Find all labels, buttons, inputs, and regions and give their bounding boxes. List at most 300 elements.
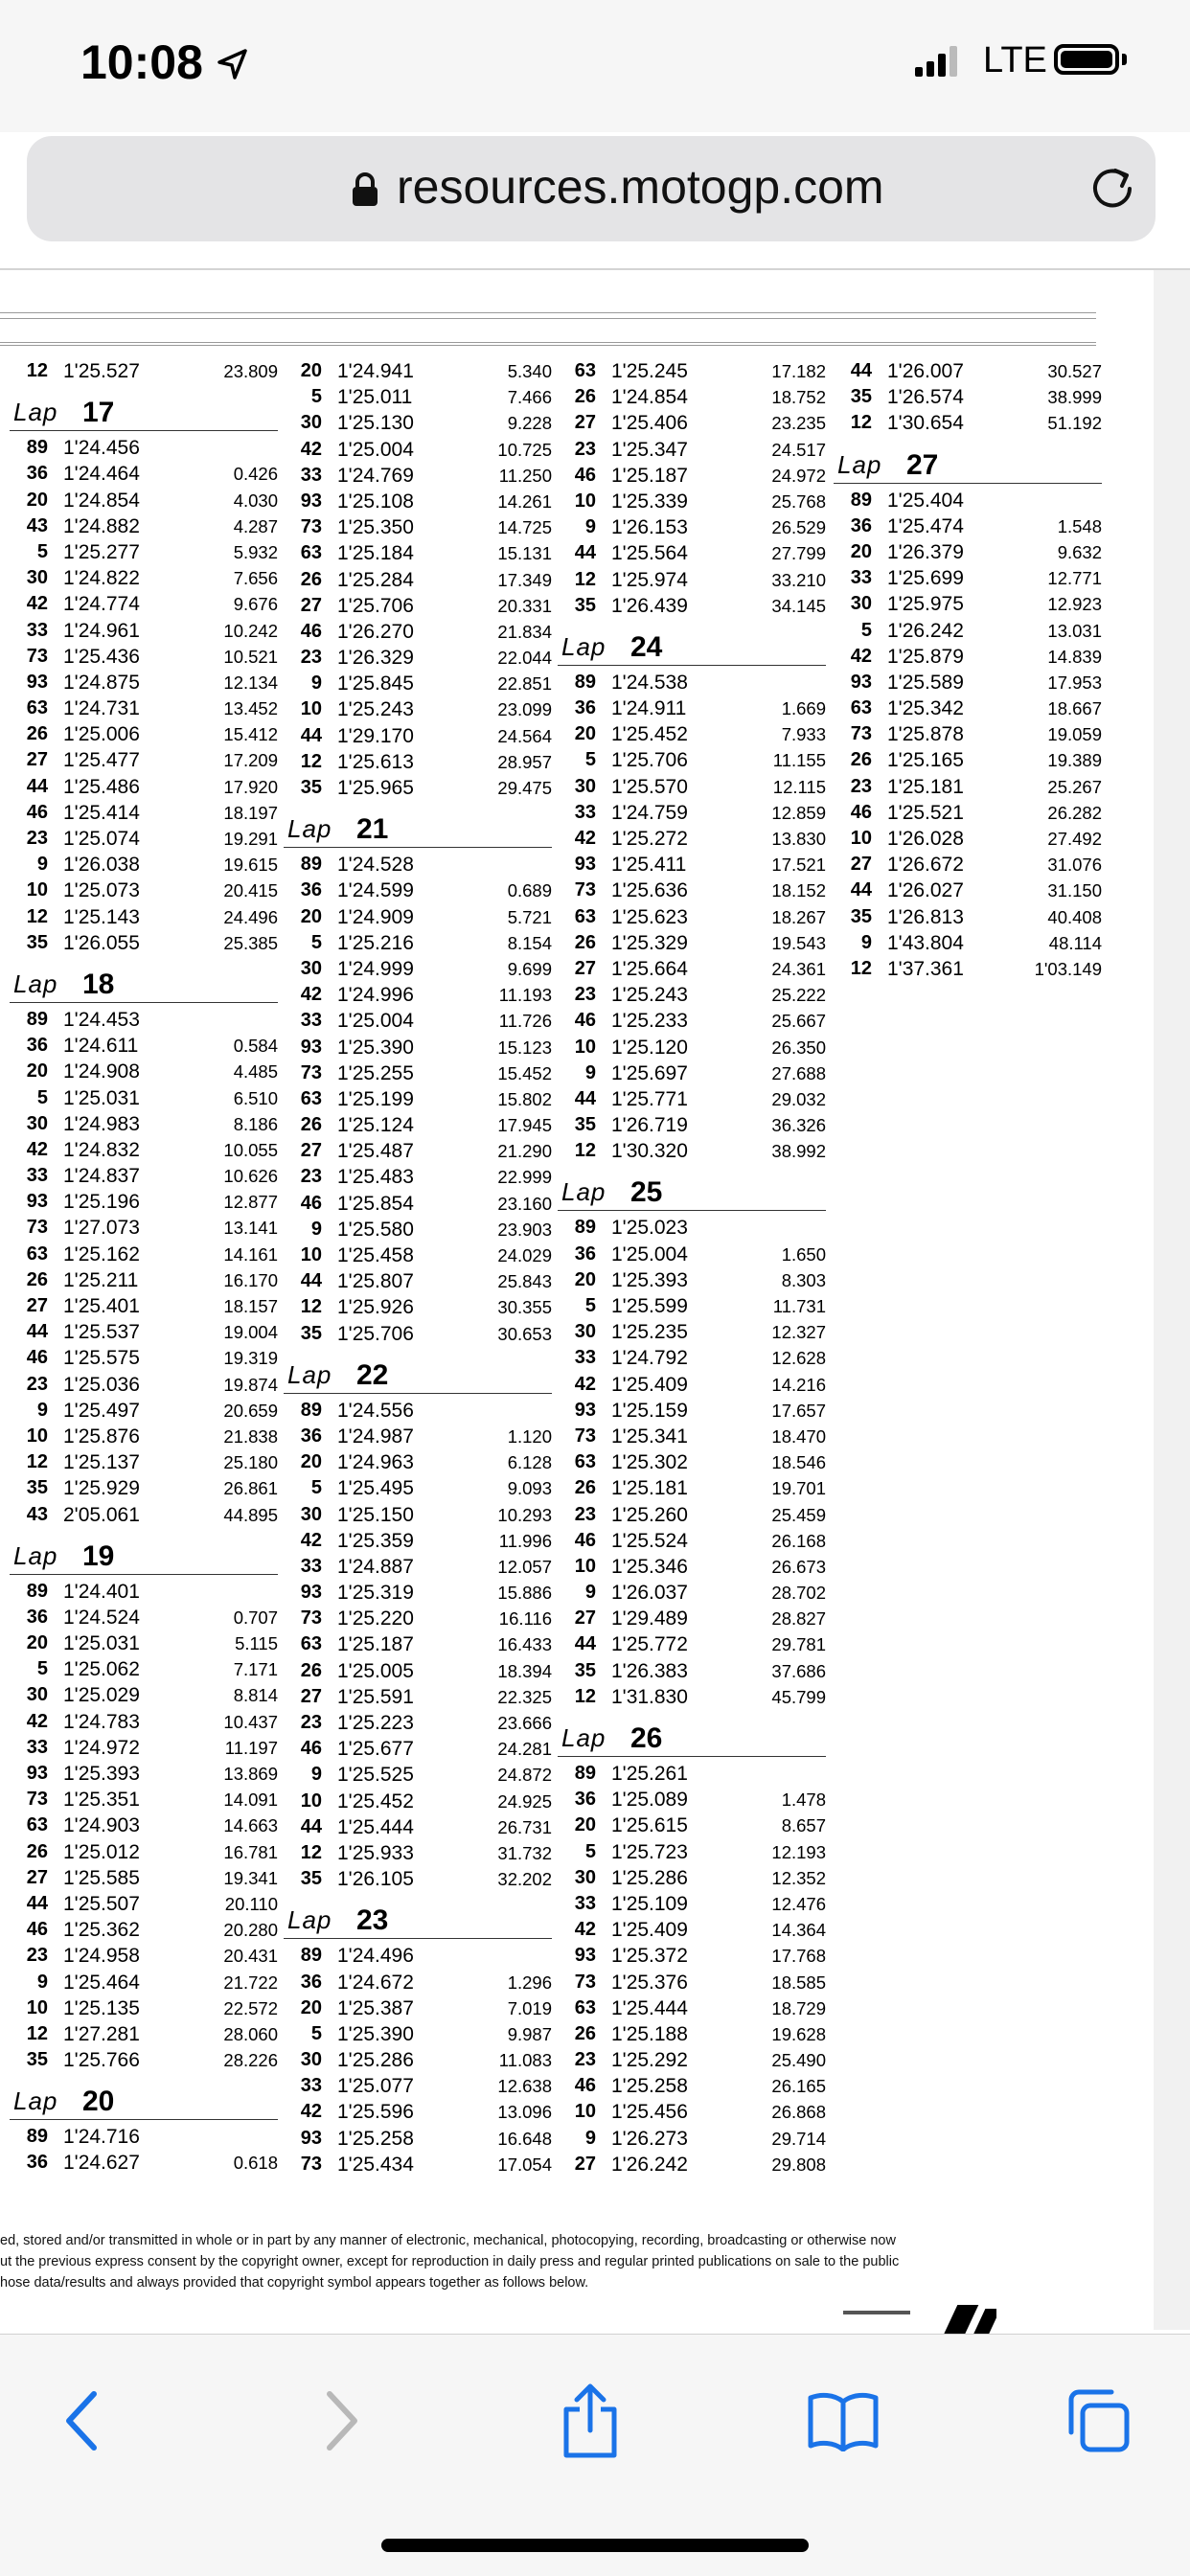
rider-number: 30 (26, 1684, 48, 1706)
gap-to-leader: 31.150 (1047, 880, 1102, 901)
rider-number: 5 (310, 2022, 322, 2044)
timing-row (284, 930, 552, 956)
gap-to-leader: 1.669 (781, 698, 826, 719)
lap-time: 1'24.453 (63, 1008, 140, 1031)
timing-row (10, 1502, 278, 1528)
lap-time: 1'25.223 (337, 1712, 414, 1734)
timing-row (10, 1839, 278, 1865)
timing-row (558, 1345, 826, 1371)
motogp-logo-fragment (824, 2299, 996, 2337)
lap-time: 1'25.074 (63, 828, 140, 850)
gap-to-leader: 9.228 (507, 413, 552, 434)
gap-to-leader: 4.287 (233, 515, 278, 536)
timing-row (558, 1215, 826, 1241)
timing-row (558, 1891, 826, 1917)
rider-number: 44 (26, 775, 48, 797)
address-bar[interactable] (27, 136, 1156, 241)
timing-row (10, 1995, 278, 2021)
timing-row (10, 1579, 278, 1605)
timing-row (284, 2152, 552, 2177)
lap-time: 1'25.495 (337, 1477, 414, 1500)
gap-to-leader: 11.193 (498, 985, 552, 1006)
timing-row (284, 1684, 552, 1710)
lap-time: 1'25.436 (63, 645, 140, 668)
lap-time: 1'24.528 (337, 854, 414, 877)
gap-to-leader: 7.466 (507, 387, 552, 408)
timing-row (558, 1528, 826, 1554)
copyright-line: ed, stored and/or transmitted in whole or in part by any manner of electronic, mechanical, photocopying, recording, broadcasting or otherwise now (0, 2233, 896, 2248)
gap-to-leader: 11.996 (498, 1530, 552, 1551)
gap-to-leader: 44.895 (223, 1504, 278, 1525)
reload-icon[interactable] (1088, 165, 1136, 217)
rider-number: 89 (26, 2126, 48, 2148)
rider-number: 30 (574, 1866, 596, 1888)
rider-number: 26 (300, 568, 322, 590)
timing-row (284, 437, 552, 463)
lap-time: 1'25.261 (611, 1763, 688, 1785)
rider-number: 35 (300, 1868, 322, 1890)
timing-row (284, 619, 552, 645)
lap-time: 1'25.196 (63, 1191, 140, 1214)
timing-row (558, 878, 826, 903)
lap-time: 1'25.393 (611, 1268, 688, 1291)
rider-number: 44 (26, 1321, 48, 1343)
timing-row (834, 800, 1102, 826)
rider-number: 27 (574, 412, 596, 434)
lap-header (10, 2081, 278, 2120)
lap-time: 1'25.772 (611, 1633, 688, 1656)
timing-row (284, 645, 552, 671)
share-icon[interactable] (542, 2373, 638, 2469)
rider-number: 89 (26, 437, 48, 459)
gap-to-leader: 36.326 (771, 1115, 826, 1136)
lap-time: 1'25.406 (611, 412, 688, 435)
tabs-icon[interactable] (1050, 2373, 1146, 2469)
lap-time: 1'26.242 (611, 2153, 688, 2176)
rider-number: 9 (584, 1061, 596, 1083)
lap-time: 1'26.242 (887, 619, 964, 642)
lap-time: 1'25.974 (611, 568, 688, 591)
lap-time: 1'25.580 (337, 1218, 414, 1241)
lap-time: 1'25.184 (337, 542, 414, 565)
gap-to-leader: 19.701 (771, 1478, 826, 1499)
forward-icon[interactable] (293, 2373, 389, 2469)
lap-time: 1'24.908 (63, 1060, 140, 1083)
timing-row (284, 1449, 552, 1475)
gap-to-leader: 45.799 (771, 1686, 826, 1707)
lap-time: 1'25.181 (611, 1477, 688, 1500)
gap-to-leader: 13.830 (771, 829, 826, 849)
lap-time: 1'25.350 (337, 516, 414, 539)
rider-number: 5 (310, 1477, 322, 1499)
lap-label: Lap (837, 449, 882, 479)
timing-row (834, 904, 1102, 930)
timing-row (10, 2021, 278, 2047)
rider-number: 20 (574, 1268, 596, 1290)
lap-time: 1'25.211 (63, 1268, 139, 1291)
gap-to-leader: 15.886 (497, 1583, 552, 1604)
rider-number: 46 (300, 620, 322, 642)
lap-time: 1'25.029 (63, 1684, 140, 1707)
lap-time: 1'24.983 (63, 1112, 140, 1135)
gap-to-leader: 11.731 (772, 1296, 826, 1316)
rider-number: 89 (850, 489, 872, 511)
timing-row (10, 1085, 278, 1111)
lap-time: 1'24.903 (63, 1814, 140, 1837)
lap-time: 1'24.963 (337, 1451, 414, 1474)
results-column-2 (284, 358, 552, 2177)
lap-time: 1'24.456 (63, 437, 140, 460)
lap-time: 1'25.073 (63, 879, 140, 902)
rider-number: 42 (26, 1138, 48, 1160)
timing-row (284, 1866, 552, 1892)
timing-row (10, 1787, 278, 1812)
timing-row (558, 852, 826, 878)
lap-time: 1'24.556 (337, 1399, 414, 1422)
timing-row (284, 1970, 552, 1995)
rider-number: 30 (574, 1321, 596, 1343)
lap-header (10, 392, 278, 431)
rider-number: 33 (574, 801, 596, 823)
lap-header (284, 1900, 552, 1939)
timing-row (10, 1007, 278, 1033)
timing-row (284, 1217, 552, 1242)
home-indicator (381, 2539, 809, 2552)
timing-row (284, 1528, 552, 1554)
lap-time: 1'26.027 (887, 879, 964, 902)
lap-time: 1'26.007 (887, 360, 964, 382)
lap-time: 1'25.292 (611, 2049, 688, 2072)
lap-time: 1'25.284 (337, 568, 414, 591)
rider-number: 89 (574, 671, 596, 693)
timing-row (10, 747, 278, 773)
lap-time: 1'25.159 (611, 1399, 688, 1422)
rider-number: 36 (300, 1971, 322, 1993)
timing-row (10, 358, 278, 384)
rider-number: 27 (574, 1607, 596, 1630)
lap-time: 1'25.876 (63, 1425, 140, 1448)
timing-row (284, 775, 552, 801)
rider-number: 12 (26, 360, 48, 381)
rider-number: 27 (300, 1140, 322, 1162)
rider-number: 26 (850, 749, 872, 771)
lap-time: 1'27.073 (63, 1217, 140, 1240)
rider-number: 27 (26, 749, 48, 771)
rider-number: 36 (574, 1789, 596, 1811)
lap-time: 1'25.359 (337, 1529, 414, 1552)
rider-number: 20 (300, 360, 322, 381)
gap-to-leader: 29.781 (771, 1634, 826, 1655)
gap-to-leader: 0.707 (233, 1607, 278, 1628)
timing-row (10, 1163, 278, 1189)
timing-row (284, 696, 552, 722)
bookmarks-icon[interactable] (795, 2373, 891, 2469)
gap-to-leader: 0.426 (233, 464, 278, 485)
gap-to-leader: 12.923 (1047, 594, 1102, 615)
gap-to-leader: 26.868 (771, 2102, 826, 2123)
gap-to-leader: 15.452 (497, 1062, 552, 1083)
rider-number: 44 (300, 1815, 322, 1837)
rider-number: 73 (26, 1217, 48, 1239)
gap-to-leader: 15.123 (497, 1037, 552, 1058)
gap-to-leader: 12.134 (223, 672, 278, 693)
rider-number: 9 (36, 1399, 48, 1421)
timing-row (10, 1943, 278, 1969)
gap-to-leader: 24.872 (497, 1765, 552, 1786)
rider-number: 27 (300, 594, 322, 616)
gap-to-leader: 26.673 (771, 1556, 826, 1577)
gap-to-leader: 14.364 (771, 1920, 826, 1941)
lap-time: 1'26.153 (611, 516, 688, 539)
gap-to-leader: 13.452 (223, 698, 278, 719)
timing-row (834, 565, 1102, 591)
gap-to-leader: 23.235 (771, 413, 826, 434)
rider-number: 36 (26, 1035, 48, 1057)
timing-row (834, 878, 1102, 903)
rider-number: 73 (574, 1425, 596, 1447)
lap-time: 1'25.483 (337, 1166, 414, 1189)
timing-row (558, 1580, 826, 1606)
lap-time: 1'25.162 (63, 1242, 140, 1265)
timing-row (558, 514, 826, 540)
timing-row (834, 930, 1102, 956)
rider-number: 89 (300, 1945, 322, 1967)
lap-time: 1'30.654 (887, 412, 964, 435)
rider-number: 30 (26, 1112, 48, 1134)
lap-time: 1'24.759 (611, 801, 688, 824)
lap-label: Lap (13, 1540, 58, 1570)
lap-time: 1'25.004 (337, 1010, 414, 1033)
gap-to-leader: 18.470 (771, 1425, 826, 1447)
timing-row (558, 826, 826, 852)
rider-number: 42 (300, 1529, 322, 1551)
gap-to-leader: 10.521 (223, 646, 278, 667)
rider-number: 89 (574, 1217, 596, 1239)
lap-header (284, 809, 552, 848)
timing-row (558, 1293, 826, 1319)
timing-row (558, 1319, 826, 1345)
gap-to-leader: 17.209 (223, 750, 278, 771)
gap-to-leader: 19.059 (1047, 724, 1102, 745)
rider-number: 33 (850, 567, 872, 589)
timing-row (558, 593, 826, 619)
gap-to-leader: 25.180 (223, 1452, 278, 1473)
timing-row (10, 488, 278, 513)
lap-time: 1'25.497 (63, 1399, 140, 1422)
rider-number: 9 (310, 672, 322, 695)
timing-row (558, 1475, 826, 1501)
rider-number: 42 (26, 593, 48, 615)
lap-time: 1'25.255 (337, 1061, 414, 1084)
timing-row (558, 1008, 826, 1034)
gap-to-leader: 14.161 (223, 1243, 278, 1265)
lap-time: 1'24.524 (63, 1606, 140, 1629)
timing-row (558, 1554, 826, 1580)
timing-row (834, 358, 1102, 384)
timing-row (10, 1865, 278, 1891)
rider-number: 36 (300, 879, 322, 901)
timing-row (284, 1762, 552, 1788)
lap-time: 1'25.537 (63, 1321, 140, 1344)
rider-number: 63 (574, 905, 596, 927)
lap-time: 1'24.716 (63, 2126, 140, 2149)
gap-to-leader: 51.192 (1047, 413, 1102, 434)
timing-row (284, 671, 552, 696)
timing-row (558, 930, 826, 956)
timing-row (558, 1086, 826, 1112)
rider-number: 5 (584, 1840, 596, 1862)
rider-number: 5 (860, 619, 872, 641)
timing-row (284, 1242, 552, 1268)
lap-time: 1'25.004 (611, 1242, 688, 1265)
timing-row (10, 1605, 278, 1630)
gap-to-leader: 7.171 (233, 1659, 278, 1680)
rider-number: 35 (850, 386, 872, 408)
gap-to-leader: 24.281 (497, 1739, 552, 1760)
lap-time: 1'25.965 (337, 777, 414, 799)
lap-time: 1'25.933 (337, 1841, 414, 1864)
lap-time: 1'25.286 (337, 2049, 414, 2072)
lap-time: 1'24.911 (611, 697, 687, 720)
timing-row (284, 1606, 552, 1631)
timing-row (834, 956, 1102, 982)
lap-time: 1'25.351 (63, 1789, 140, 1812)
lap-time: 1'25.341 (611, 1425, 688, 1448)
rider-number: 89 (300, 1399, 322, 1421)
gap-to-leader: 12.352 (771, 1867, 826, 1888)
timing-row (284, 1502, 552, 1528)
lap-time: 1'25.807 (337, 1270, 414, 1293)
lap-time: 1'25.414 (63, 801, 140, 824)
gap-to-leader: 28.702 (771, 1583, 826, 1604)
rider-number: 42 (300, 984, 322, 1006)
rider-number: 27 (574, 2153, 596, 2175)
timing-row (10, 435, 278, 461)
rider-number: 36 (26, 463, 48, 485)
gap-to-leader: 23.903 (497, 1219, 552, 1240)
gap-to-leader: 32.202 (497, 1869, 552, 1890)
rider-number: 5 (36, 1658, 48, 1680)
lap-time: 1'25.339 (611, 490, 688, 513)
gap-to-leader: 0.689 (507, 880, 552, 901)
lap-time: 1'25.188 (611, 2022, 688, 2045)
lap-time: 1'25.124 (337, 1114, 414, 1137)
lap-time: 1'24.496 (337, 1945, 414, 1968)
lap-time: 1'25.878 (887, 723, 964, 746)
gap-to-leader: 21.722 (223, 1972, 278, 1993)
lap-time: 1'25.362 (63, 1919, 140, 1942)
rider-number: 27 (574, 957, 596, 979)
lap-time: 1'25.706 (611, 749, 688, 772)
gap-to-leader: 25.843 (497, 1271, 552, 1292)
rider-number: 10 (300, 698, 322, 720)
rider-number: 5 (36, 540, 48, 562)
gap-to-leader: 20.110 (224, 1893, 278, 1914)
timing-row (558, 1372, 826, 1398)
gap-to-leader: 26.165 (771, 2076, 826, 2097)
gap-to-leader: 18.546 (771, 1452, 826, 1473)
rider-number: 27 (300, 1685, 322, 1707)
rider-number: 36 (574, 697, 596, 719)
gap-to-leader: 0.584 (233, 1036, 278, 1057)
rider-number: 5 (584, 1295, 596, 1316)
gap-to-leader: 11.083 (498, 2050, 552, 2071)
lap-time: 1'25.474 (887, 514, 964, 537)
gap-to-leader: 18.585 (771, 1972, 826, 1993)
lap-time: 1'25.258 (337, 2127, 414, 2150)
timing-row (558, 1138, 826, 1164)
lap-time: 1'25.216 (337, 931, 414, 954)
timing-row (10, 1242, 278, 1267)
lap-time: 1'25.390 (337, 2022, 414, 2045)
rider-number: 63 (300, 542, 322, 564)
gap-to-leader: 12.057 (497, 1556, 552, 1577)
lap-time: 1'24.611 (63, 1035, 139, 1058)
lap-time: 1'24.832 (63, 1138, 140, 1161)
rider-number: 23 (300, 1712, 322, 1733)
url-text[interactable]: resources.motogp.com (397, 160, 884, 214)
lap-time: 1'25.181 (887, 775, 964, 798)
timing-row (284, 1475, 552, 1501)
timing-row (10, 774, 278, 800)
rider-number: 10 (574, 2101, 596, 2123)
timing-row (558, 1658, 826, 1684)
lap-time: 1'25.260 (611, 1503, 688, 1526)
lap-time: 1'25.434 (337, 2153, 414, 2176)
lap-time: 1'26.813 (887, 905, 964, 928)
rider-number: 9 (310, 1764, 322, 1786)
rider-number: 20 (574, 723, 596, 745)
rider-number: 10 (300, 1244, 322, 1265)
lap-number: 25 (630, 1176, 663, 1209)
rider-number: 20 (300, 1451, 322, 1473)
timing-row (284, 982, 552, 1008)
rider-number: 12 (300, 1841, 322, 1863)
rider-number: 42 (300, 438, 322, 460)
lap-time: 1'26.672 (887, 854, 964, 877)
timing-row (558, 774, 826, 800)
rider-number: 12 (26, 1451, 48, 1473)
gap-to-leader: 19.004 (223, 1322, 278, 1343)
lap-time: 1'24.599 (337, 879, 414, 902)
timing-row (10, 1345, 278, 1371)
lap-time: 1'25.243 (611, 984, 688, 1007)
lap-time: 1'30.320 (611, 1140, 688, 1163)
rider-number: 30 (850, 593, 872, 615)
lap-time: 1'25.404 (887, 489, 964, 512)
timing-row (284, 1112, 552, 1138)
gap-to-leader: 24.972 (771, 465, 826, 486)
rider-number: 93 (574, 1945, 596, 1967)
timing-row (834, 774, 1102, 800)
gap-to-leader: 7.933 (781, 724, 826, 745)
lap-time: 1'24.941 (337, 360, 414, 382)
gap-to-leader: 6.510 (233, 1087, 278, 1108)
rider-number: 35 (574, 1114, 596, 1136)
back-icon[interactable] (34, 2373, 130, 2469)
lap-time: 1'24.401 (63, 1580, 140, 1603)
gap-to-leader: 13.031 (1047, 620, 1102, 641)
lap-time: 1'24.627 (63, 2152, 140, 2175)
lap-time: 1'25.444 (337, 1815, 414, 1838)
lap-time: 1'24.822 (63, 567, 140, 590)
timing-row (558, 384, 826, 410)
gap-to-leader: 27.688 (771, 1062, 826, 1083)
rider-number: 23 (850, 775, 872, 797)
rider-number: 44 (26, 1892, 48, 1914)
gap-to-leader: 28.060 (223, 2023, 278, 2044)
lap-time: 1'25.243 (337, 698, 414, 721)
